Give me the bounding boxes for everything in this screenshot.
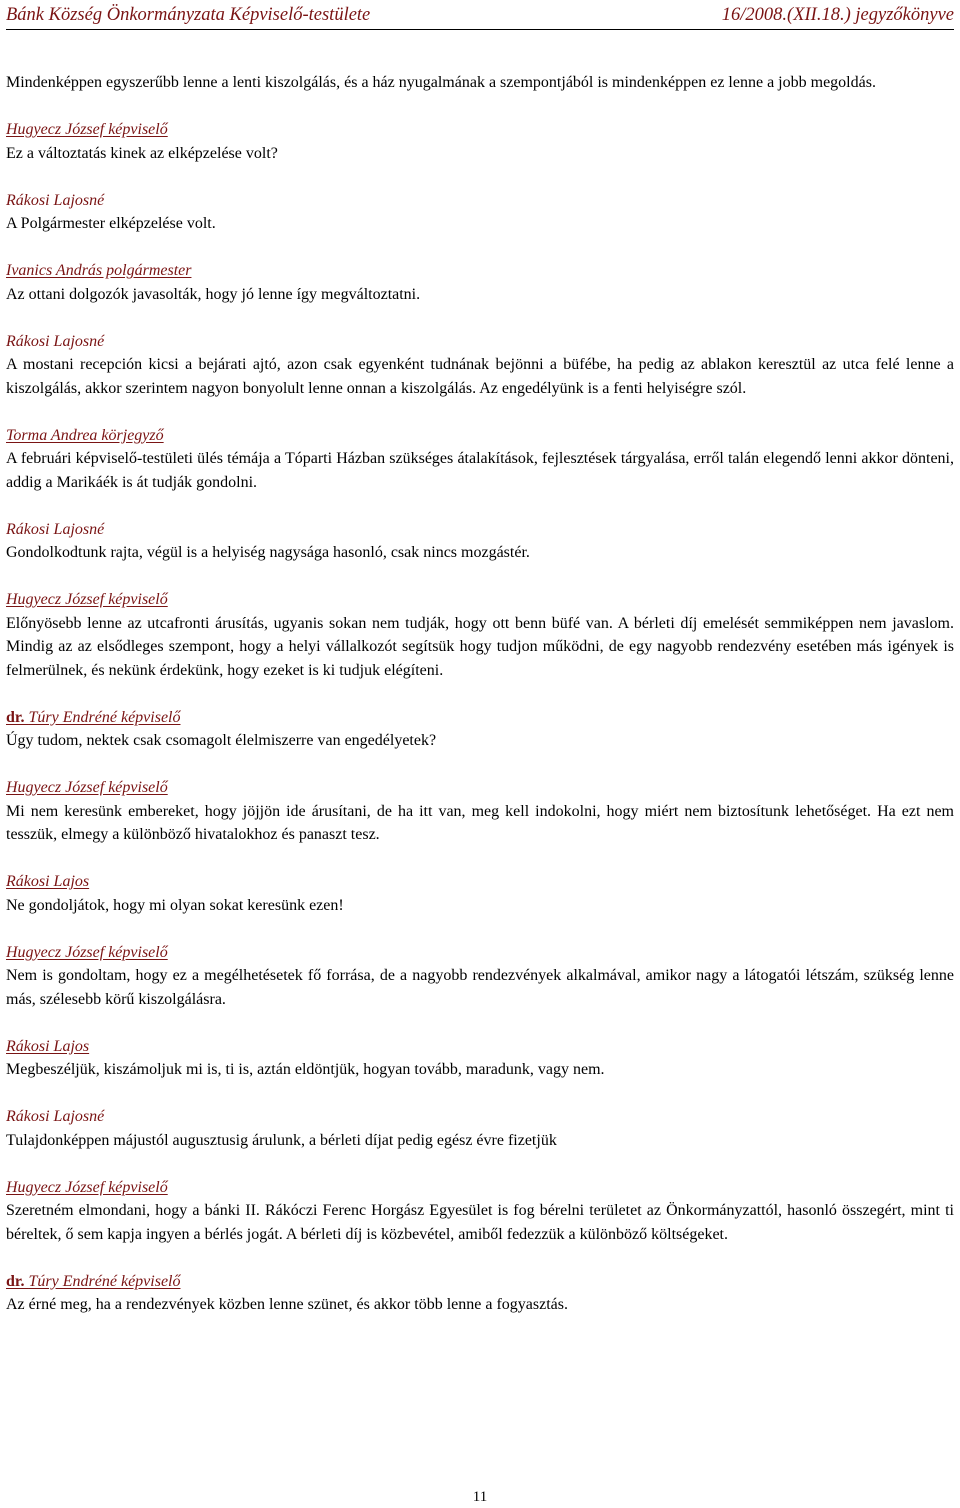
- speech-text: Az ottani dolgozók javasolták, hogy jó lenne így megváltoztatni.: [6, 285, 421, 303]
- paragraph-block: [6, 1035, 954, 1082]
- paragraph-block: [6, 424, 954, 495]
- paragraph-block: [6, 870, 954, 917]
- speaker-name-text: Túry Endréné képviselő: [28, 1272, 181, 1290]
- speech-text: Megbeszéljük, kiszámoljuk mi is, ti is, aztán eldöntjük, hogyan tovább, maradunk, vagy nem.: [6, 1061, 605, 1078]
- paragraph-block: [6, 118, 954, 165]
- speech-text: Szeretném elmondani, hogy a bánki II. Rákóczi Ferenc Horgász Egyesület is fog bérelni területet az Önkormányzattól, hasonló összegért, mint ti béreltek, ő sem kapja ingyen a bérlés jogát. A bérleti díj is közbevétel, amiből fedezzük a különböző költségeket.: [6, 1202, 954, 1243]
- speaker-name: Hugyecz József képviselő: [6, 1178, 168, 1196]
- speaker-name: Torma Andrea körjegyző: [6, 426, 164, 444]
- paragraph-block: [6, 588, 954, 682]
- speaker-name: Hugyecz József képviselő: [6, 121, 168, 138]
- speech-text: A Polgármester elképzelése volt.: [6, 215, 216, 232]
- speaker-name: Rákosi Lajos: [6, 1037, 90, 1055]
- paragraph-block: [6, 189, 954, 236]
- paragraph-block: [6, 518, 954, 565]
- speech-text: Előnyösebb lenne az utcafronti árusítás, ugyanis sokan nem tudják, hogy ott benn büfé van. A bérleti díj emelését semmiképpen nem javaslom. Mindig az az elsődleges szempont, hogy a helyi vállalkozót segítsük hogy tudjon működni, de egy nagyobb rendezvény esetében más igények is felmerülnek, és nekünk érdekünk, hogy ezeket is ki tudjuk elégíteni.: [6, 614, 954, 679]
- paragraph-block: [6, 776, 954, 847]
- speaker-name: Rákosi Lajosné: [6, 520, 105, 538]
- speaker-name: Rákosi Lajos: [6, 873, 90, 890]
- speaker-name: [6, 706, 954, 730]
- speech-text: Úgy tudom, nektek csak csomagolt élelmiszerre van engedélyetek?: [6, 732, 437, 749]
- speech-text: Mindenképpen egyszerűbb lenne a lenti kiszolgálás, és a ház nyugalmának a szempontjából is mindenképpen ez lenne a jobb megoldás.: [6, 74, 876, 91]
- paragraph-block: [6, 1105, 954, 1152]
- paragraph-block: [6, 259, 954, 306]
- paragraph-block: [6, 1270, 954, 1317]
- paragraph-block: [6, 706, 954, 753]
- speaker-name-text: Túry Endréné képviselő: [28, 708, 181, 726]
- speaker-title-prefix: dr.: [6, 1272, 29, 1290]
- speech-text: Tulajdonképpen májustól augusztusig árulunk, a bérleti díjat pedig egész évre fizetjük: [6, 1131, 557, 1149]
- speaker-name: Hugyecz József képviselő: [6, 591, 168, 608]
- speech-text: Nem is gondoltam, hogy ez a megélhetésetek fő forrása, de a nagyobb rendezvények alkalmával, amikor nagy a látogatói létszám, szükség lenne más, szélesebb körű kiszolgálásra.: [6, 967, 954, 1008]
- header-right-title: 16/2008.(XII.18.) jegyzőkönyve: [721, 5, 954, 25]
- speaker-title-prefix: dr.: [6, 708, 29, 726]
- speaker-name: Rákosi Lajosné: [6, 191, 105, 209]
- speaker-name: Hugyecz József képviselő: [6, 779, 168, 796]
- speech-text: A februári képviselő-testületi ülés témája a Tóparti Házban szükséges átalakítások, fejlesztések tárgyalása, erről talán elegendő lenni akkor dönteni, addig a Marikáék is át tudják gondolni.: [6, 450, 954, 491]
- speaker-name: Hugyecz József képviselő: [6, 943, 168, 961]
- speaker-name: [6, 1270, 954, 1294]
- page-header: [6, 3, 954, 30]
- minutes-body: [6, 71, 954, 1340]
- speech-text: Ez a változtatás kinek az elképzelése volt?: [6, 144, 278, 162]
- speech-text: Mi nem keresünk embereket, hogy jöjjön ide árusítani, de ha itt van, meg kell indokolni, hogy miért nem biztosítunk lehetőséget. Ha ezt nem tesszük, elmegy a különböző hivatalokhoz és panaszt tesz.: [6, 802, 954, 843]
- paragraph-block: [6, 71, 954, 95]
- speaker-name: Rákosi Lajosné: [6, 1108, 105, 1125]
- speech-text: Gondolkodtunk rajta, végül is a helyiség nagysága hasonló, csak nincs mozgástér.: [6, 544, 530, 561]
- header-left-title: Bánk Község Önkormányzata Képviselő-testülete: [6, 5, 371, 25]
- paragraph-block: [6, 941, 954, 1012]
- page-number: 11: [472, 1489, 488, 1505]
- speaker-name: Rákosi Lajosné: [6, 332, 105, 350]
- paragraph-block: [6, 330, 954, 401]
- paragraph-block: [6, 1176, 954, 1247]
- speech-text: Ne gondoljátok, hogy mi olyan sokat keresünk ezen!: [6, 896, 344, 914]
- speech-text: Az érné meg, ha a rendezvények közben lenne szünet, és akkor több lenne a fogyasztás.: [6, 1296, 568, 1313]
- speaker-name: Ivanics András polgármester: [6, 262, 192, 279]
- speech-text: A mostani recepción kicsi a bejárati ajtó, azon csak egyenként tudnának bejönni a büfébe, ha pedig az ablakon keresztül az utca felé lenne a kiszolgálás, akkor szerintem nagyon bonyolult lenne onnan a kiszolgálás. Az engedélyünk is a fenti helyiségre szól.: [6, 356, 954, 397]
